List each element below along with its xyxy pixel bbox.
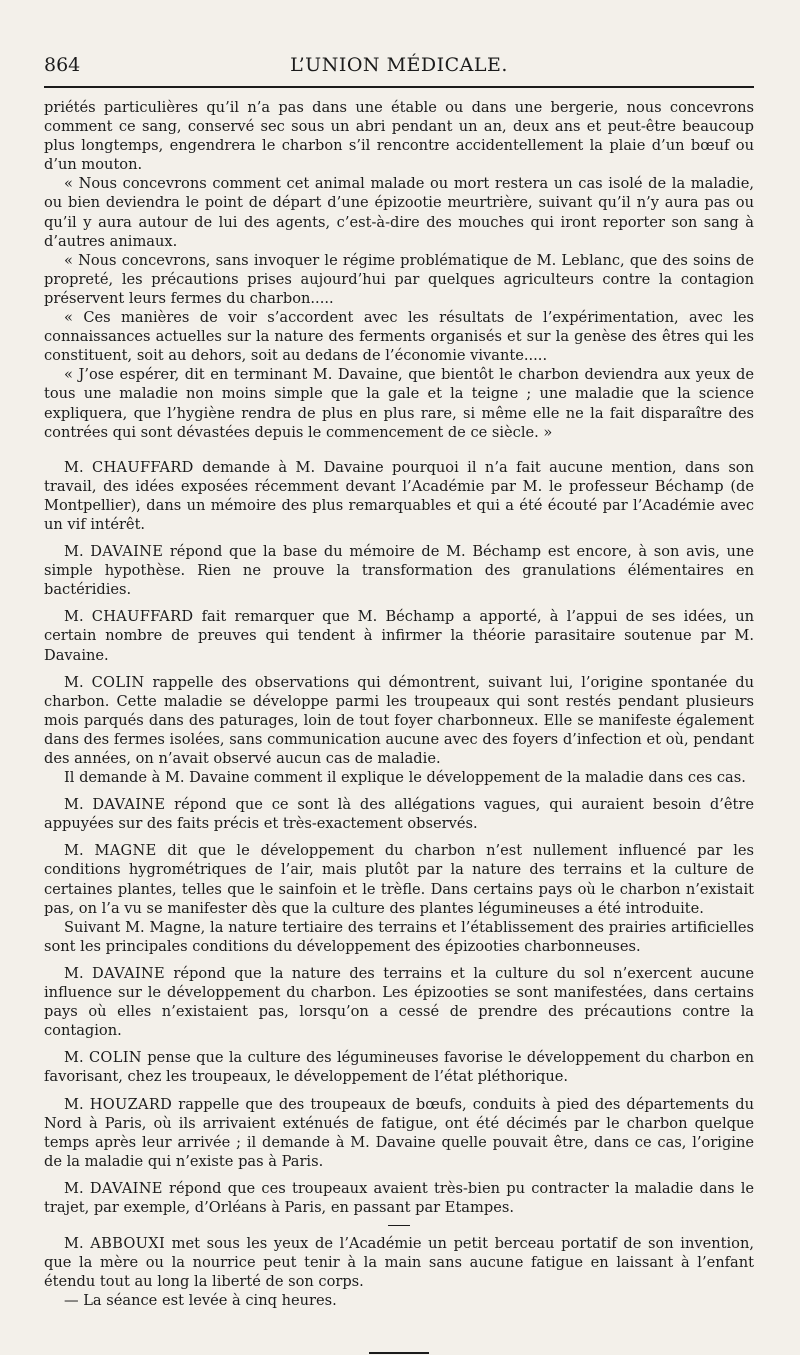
speaker-name: COLIN <box>91 673 145 691</box>
paragraph: M. DAVAINE répond que ce sont là des allégations vagues, qui auraient besoin d’être appuyées sur des faits précis et très-exactement observés. <box>44 796 754 833</box>
paragraph: M. COLIN pense que la culture des légumineuses favorise le développement du charbon en favorisant, chez les troupeaux, le développement de l’état pléthorique. <box>44 1049 754 1086</box>
speaker-name: DAVAINE <box>90 543 164 561</box>
paragraph: M. MAGNE dit que le développement du charbon n’est nullement influencé par les conditions hygrométriques de l’air, mais plutôt par la nature des terrains et la culture de certaines plantes, telles que le sainfoin et le trèfle. Dans certains pays où le charbon n’existait pas, on l’a vu se manifester dès que la culture des plantes légumineuses a été introduite. <box>44 842 754 917</box>
paragraph: « Nous concevrons, sans invoquer le régime problématique de M. Leblanc, que des soins de propreté, les précautions prises aujourd’hui par quelques agriculteurs contre la contagion préservent leurs fermes du charbon..... <box>44 251 754 307</box>
paragraph: M. DAVAINE répond que ces troupeaux avaient très-bien pu contracter la maladie dans le trajet, par exemple, d’Orléans à Paris, en passant par Etampes. <box>44 1179 754 1216</box>
speaker-name: DAVAINE <box>92 796 166 814</box>
paragraph: priétés particulières qu’il n’a pas dans une étable ou dans une bergerie, nous concevrons comment ce sang, conservé sec sous un abri pendant un an, deux ans et peut-être beaucoup plus longtemps, engendrera le charbon s’il rencontre accidentellement la plaie d’un bœuf ou d’un mouton. <box>44 99 754 174</box>
paragraph: M. DAVAINE répond que la base du mémoire de M. Béchamp est encore, à son avis, une simple hypothèse. Rien ne prouve la transformation des granulations élémentaires en bactéridies. <box>44 543 754 599</box>
paragraph: « Ces manières de voir s’accordent avec les résultats de l’expérimentation, avec les connaissances actuelles sur la nature des ferments organisés et sur la genèse des êtres qui les constituent, soit au dehors, soit au dedans de l’économie vivante..... <box>44 309 754 365</box>
paragraph: M. CHAUFFARD demande à M. Davaine pourquoi il n’a fait aucune mention, dans son travail, des idées exposées récemment devant l’Académie par M. le professeur Béchamp (de Montpellier), dans un mémoire des plus remarquables et qui a été écouté par l’Académie avec un vif intérêt. <box>44 458 754 533</box>
speaker-name: MAGNE <box>94 842 157 860</box>
page-header <box>44 54 754 88</box>
end-rule <box>369 1352 429 1354</box>
running-title: L’UNION MÉDICALE. <box>290 54 508 76</box>
paragraph: « Nous concevrons comment cet animal malade ou mort restera un cas isolé de la maladie, ou bien deviendra le point de départ d’une épizootie meurtrière, suivant qu’il n’y aura pas ou qu’il y aura autour de lui des agents, c’est-à-dire des mouches qui iront reporter son sang à d’autres animaux. <box>44 175 754 250</box>
paragraph: M. COLIN rappelle des observations qui démontrent, suivant lui, l’origine spontanée du charbon. Cette maladie se développe parmi les troupeaux qui sont restés pendant plusieurs mois parqués dans des paturages, loin de tout foyer charbonneux. Elle se manifeste également dans des fermes isolées, sans communication aucune avec des foyers d’infection et où, pendant des années, on n’avait observé aucun cas de maladie. <box>44 673 754 767</box>
speaker-name: CHAUFFARD <box>92 458 194 476</box>
paragraph: Il demande à M. Davaine comment il explique le développement de la maladie dans ces cas. <box>64 769 746 787</box>
paragraph: M. HOUZARD rappelle que des troupeaux de bœufs, conduits à pied des départements du Nord à Paris, où ils arrivaient exténués de fatigue, ont été décimés par le charbon quelque temps après leur arrivée ; il demande à M. Davaine quelle pouvait être, dans ce cas, l’origine de la maladie qui n’existe pas à Paris. <box>44 1095 754 1170</box>
speaker-name: COLIN <box>88 1049 142 1067</box>
speaker-name: CHAUFFARD <box>91 608 194 626</box>
paragraph: M. DAVAINE répond que la nature des terrains et la culture du sol n’exercent aucune influence sur le développement du charbon. Les épizooties se sont manifestées, dans certains pays où elles n’existaient pas, lorsqu’on a cessé de prendre des précautions contre la contagion. <box>44 964 754 1040</box>
speaker-name: DAVAINE <box>89 1179 163 1197</box>
section-separator <box>388 1225 410 1226</box>
header-rule <box>44 86 754 88</box>
article-body <box>44 98 754 1354</box>
paragraph: Suivant M. Magne, la nature tertiaire des terrains et l’établissement des prairies artificielles sont les principales conditions du développement des épizooties charbonneuses. <box>44 918 754 955</box>
paragraph: M. CHAUFFARD fait remarquer que M. Béchamp a apporté, à l’appui de ses idées, un certain nombre de preuves qui tendent à infirmer la théorie parasitaire soutenue par M. Davaine. <box>44 608 754 664</box>
paragraph: — La séance est levée à cinq heures. <box>64 1292 337 1310</box>
paragraph: « J’ose espérer, dit en terminant M. Davaine, que bientôt le charbon deviendra aux yeux de tous une maladie non moins simple que la gale et la teigne ; une maladie que la science expliquera, que l’hygiène rendra de plus en plus rare, si même elle ne la fait disparaître des contrées qui sont dévastées depuis le commencement de ce siècle. » <box>44 366 754 441</box>
speaker-name: DAVAINE <box>92 964 165 982</box>
speaker-name: HOUZARD <box>89 1095 173 1113</box>
paragraph: M. ABBOUXI met sous les yeux de l’Académie un petit berceau portatif de son invention, que la mère ou la nourrice peut tenir à la main sans aucune fatigue en laissant à l’enfant étendu tout au long la liberté de son corps. <box>44 1235 754 1291</box>
speaker-name: ABBOUXI <box>90 1235 166 1253</box>
page-number: 864 <box>44 54 81 76</box>
